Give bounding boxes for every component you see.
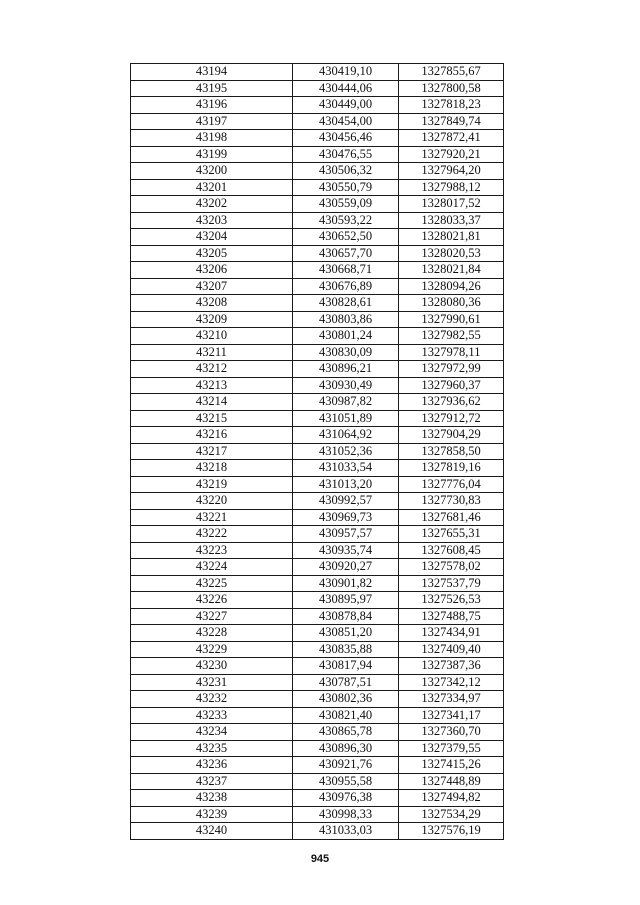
table-row: [131, 608, 504, 625]
table-row: [131, 460, 504, 477]
y-coordinate-cell: 1327904,29: [399, 427, 504, 444]
x-coordinate-cell: 430828,61: [293, 295, 399, 312]
x-coordinate-cell: 430921,76: [293, 757, 399, 774]
y-coordinate-cell: 1327849,74: [399, 113, 504, 130]
table-row: [131, 691, 504, 708]
y-coordinate-cell: 1327936,62: [399, 394, 504, 411]
table-row: [131, 113, 504, 130]
table-row: [131, 295, 504, 312]
x-coordinate-cell: 430803,86: [293, 311, 399, 328]
point-number-cell: 43235: [131, 740, 293, 757]
x-coordinate-cell: 430550,79: [293, 179, 399, 196]
x-coordinate-cell: 430449,00: [293, 97, 399, 114]
table-row: [131, 245, 504, 262]
y-coordinate-cell: 1327526,53: [399, 592, 504, 609]
point-number-cell: 43209: [131, 311, 293, 328]
x-coordinate-cell: 430969,73: [293, 509, 399, 526]
x-coordinate-cell: 430559,09: [293, 196, 399, 213]
y-coordinate-cell: 1327960,37: [399, 377, 504, 394]
point-number-cell: 43194: [131, 64, 293, 81]
x-coordinate-cell: 430830,09: [293, 344, 399, 361]
point-number-cell: 43239: [131, 806, 293, 823]
table-row: [131, 674, 504, 691]
table-row: [131, 658, 504, 675]
x-coordinate-cell: 430821,40: [293, 707, 399, 724]
y-coordinate-cell: 1327537,79: [399, 575, 504, 592]
x-coordinate-cell: 430801,24: [293, 328, 399, 345]
y-coordinate-cell: 1327488,75: [399, 608, 504, 625]
table-row: [131, 410, 504, 427]
y-coordinate-cell: 1327448,89: [399, 773, 504, 790]
y-coordinate-cell: 1328020,53: [399, 245, 504, 262]
table-row: [131, 542, 504, 559]
table-row: [131, 443, 504, 460]
page-number: 945: [310, 853, 330, 865]
x-coordinate-cell: 430895,97: [293, 592, 399, 609]
x-coordinate-cell: 431064,92: [293, 427, 399, 444]
coordinates-table-body: [131, 64, 504, 840]
y-coordinate-cell: 1327534,29: [399, 806, 504, 823]
x-coordinate-cell: 430802,36: [293, 691, 399, 708]
y-coordinate-cell: 1327855,67: [399, 64, 504, 81]
point-number-cell: 43230: [131, 658, 293, 675]
y-coordinate-cell: 1327990,61: [399, 311, 504, 328]
x-coordinate-cell: 430878,84: [293, 608, 399, 625]
point-number-cell: 43237: [131, 773, 293, 790]
point-number-cell: 43224: [131, 559, 293, 576]
point-number-cell: 43232: [131, 691, 293, 708]
y-coordinate-cell: 1327982,55: [399, 328, 504, 345]
point-number-cell: 43213: [131, 377, 293, 394]
point-number-cell: 43220: [131, 493, 293, 510]
table-row: [131, 212, 504, 229]
x-coordinate-cell: 430454,00: [293, 113, 399, 130]
table-row: [131, 823, 504, 840]
table-row: [131, 757, 504, 774]
y-coordinate-cell: 1327920,21: [399, 146, 504, 163]
point-number-cell: 43203: [131, 212, 293, 229]
y-coordinate-cell: 1328094,26: [399, 278, 504, 295]
y-coordinate-cell: 1327912,72: [399, 410, 504, 427]
table-row: [131, 575, 504, 592]
x-coordinate-cell: 431013,20: [293, 476, 399, 493]
x-coordinate-cell: 430998,33: [293, 806, 399, 823]
table-row: [131, 278, 504, 295]
table-row: [131, 625, 504, 642]
y-coordinate-cell: 1328021,84: [399, 262, 504, 279]
y-coordinate-cell: 1327578,02: [399, 559, 504, 576]
table-row: [131, 311, 504, 328]
point-number-cell: 43233: [131, 707, 293, 724]
y-coordinate-cell: 1328033,37: [399, 212, 504, 229]
table-row: [131, 179, 504, 196]
y-coordinate-cell: 1327800,58: [399, 80, 504, 97]
table-row: [131, 724, 504, 741]
x-coordinate-cell: 431052,36: [293, 443, 399, 460]
y-coordinate-cell: 1327379,55: [399, 740, 504, 757]
y-coordinate-cell: 1327776,04: [399, 476, 504, 493]
table-row: [131, 64, 504, 81]
table-row: [131, 262, 504, 279]
point-number-cell: 43196: [131, 97, 293, 114]
x-coordinate-cell: 430676,89: [293, 278, 399, 295]
point-number-cell: 43236: [131, 757, 293, 774]
x-coordinate-cell: 430896,30: [293, 740, 399, 757]
y-coordinate-cell: 1327681,46: [399, 509, 504, 526]
x-coordinate-cell: 430851,20: [293, 625, 399, 642]
point-number-cell: 43234: [131, 724, 293, 741]
x-coordinate-cell: 430920,27: [293, 559, 399, 576]
table-row: [131, 361, 504, 378]
x-coordinate-cell: 430817,94: [293, 658, 399, 675]
x-coordinate-cell: 430935,74: [293, 542, 399, 559]
point-number-cell: 43200: [131, 163, 293, 180]
table-row: [131, 806, 504, 823]
y-coordinate-cell: 1327608,45: [399, 542, 504, 559]
table-row: [131, 427, 504, 444]
table-row: [131, 163, 504, 180]
x-coordinate-cell: 430593,22: [293, 212, 399, 229]
table-row: [131, 773, 504, 790]
point-number-cell: 43210: [131, 328, 293, 345]
x-coordinate-cell: 430865,78: [293, 724, 399, 741]
table-row: [131, 509, 504, 526]
point-number-cell: 43202: [131, 196, 293, 213]
x-coordinate-cell: 431033,03: [293, 823, 399, 840]
point-number-cell: 43223: [131, 542, 293, 559]
x-coordinate-cell: 430787,51: [293, 674, 399, 691]
table-row: [131, 377, 504, 394]
point-number-cell: 43217: [131, 443, 293, 460]
x-coordinate-cell: 430930,49: [293, 377, 399, 394]
table-row: [131, 641, 504, 658]
table-row: [131, 146, 504, 163]
point-number-cell: 43205: [131, 245, 293, 262]
x-coordinate-cell: 430456,46: [293, 130, 399, 147]
y-coordinate-cell: 1327334,97: [399, 691, 504, 708]
point-number-cell: 43238: [131, 790, 293, 807]
x-coordinate-cell: 430955,58: [293, 773, 399, 790]
table-row: [131, 130, 504, 147]
y-coordinate-cell: 1327387,36: [399, 658, 504, 675]
point-number-cell: 43195: [131, 80, 293, 97]
table-row: [131, 790, 504, 807]
y-coordinate-cell: 1327360,70: [399, 724, 504, 741]
table-row: [131, 229, 504, 246]
y-coordinate-cell: 1327988,12: [399, 179, 504, 196]
point-number-cell: 43218: [131, 460, 293, 477]
x-coordinate-cell: 430835,88: [293, 641, 399, 658]
y-coordinate-cell: 1327494,82: [399, 790, 504, 807]
point-number-cell: 43225: [131, 575, 293, 592]
point-number-cell: 43240: [131, 823, 293, 840]
x-coordinate-cell: 430657,70: [293, 245, 399, 262]
y-coordinate-cell: 1327858,50: [399, 443, 504, 460]
x-coordinate-cell: 430444,06: [293, 80, 399, 97]
point-number-cell: 43199: [131, 146, 293, 163]
point-number-cell: 43198: [131, 130, 293, 147]
table-row: [131, 196, 504, 213]
point-number-cell: 43206: [131, 262, 293, 279]
point-number-cell: 43204: [131, 229, 293, 246]
point-number-cell: 43227: [131, 608, 293, 625]
y-coordinate-cell: 1327342,12: [399, 674, 504, 691]
y-coordinate-cell: 1327872,41: [399, 130, 504, 147]
y-coordinate-cell: 1327415,26: [399, 757, 504, 774]
y-coordinate-cell: 1327730,83: [399, 493, 504, 510]
y-coordinate-cell: 1327978,11: [399, 344, 504, 361]
point-number-cell: 43215: [131, 410, 293, 427]
x-coordinate-cell: 430506,32: [293, 163, 399, 180]
point-number-cell: 43211: [131, 344, 293, 361]
point-number-cell: 43228: [131, 625, 293, 642]
point-number-cell: 43219: [131, 476, 293, 493]
x-coordinate-cell: 430896,21: [293, 361, 399, 378]
table-row: [131, 394, 504, 411]
y-coordinate-cell: 1327576,19: [399, 823, 504, 840]
x-coordinate-cell: 431051,89: [293, 410, 399, 427]
x-coordinate-cell: 430987,82: [293, 394, 399, 411]
point-number-cell: 43216: [131, 427, 293, 444]
point-number-cell: 43221: [131, 509, 293, 526]
point-number-cell: 43231: [131, 674, 293, 691]
table-row: [131, 526, 504, 543]
x-coordinate-cell: 430668,71: [293, 262, 399, 279]
y-coordinate-cell: 1327409,40: [399, 641, 504, 658]
point-number-cell: 43208: [131, 295, 293, 312]
x-coordinate-cell: 430901,82: [293, 575, 399, 592]
y-coordinate-cell: 1327655,31: [399, 526, 504, 543]
x-coordinate-cell: 430992,57: [293, 493, 399, 510]
table-row: [131, 476, 504, 493]
x-coordinate-cell: 430652,50: [293, 229, 399, 246]
point-number-cell: 43226: [131, 592, 293, 609]
point-number-cell: 43229: [131, 641, 293, 658]
point-number-cell: 43222: [131, 526, 293, 543]
point-number-cell: 43201: [131, 179, 293, 196]
y-coordinate-cell: 1327434,91: [399, 625, 504, 642]
y-coordinate-cell: 1327819,16: [399, 460, 504, 477]
x-coordinate-cell: 431033,54: [293, 460, 399, 477]
y-coordinate-cell: 1328080,36: [399, 295, 504, 312]
table-row: [131, 344, 504, 361]
table-row: [131, 707, 504, 724]
x-coordinate-cell: 430476,55: [293, 146, 399, 163]
x-coordinate-cell: 430976,38: [293, 790, 399, 807]
y-coordinate-cell: 1327341,17: [399, 707, 504, 724]
y-coordinate-cell: 1327818,23: [399, 97, 504, 114]
point-number-cell: 43207: [131, 278, 293, 295]
table-row: [131, 740, 504, 757]
coordinates-table: [130, 63, 504, 840]
table-row: [131, 80, 504, 97]
y-coordinate-cell: 1327972,99: [399, 361, 504, 378]
point-number-cell: 43197: [131, 113, 293, 130]
y-coordinate-cell: 1328017,52: [399, 196, 504, 213]
table-row: [131, 592, 504, 609]
point-number-cell: 43212: [131, 361, 293, 378]
table-row: [131, 328, 504, 345]
y-coordinate-cell: 1327964,20: [399, 163, 504, 180]
x-coordinate-cell: 430419,10: [293, 64, 399, 81]
table-row: [131, 97, 504, 114]
point-number-cell: 43214: [131, 394, 293, 411]
x-coordinate-cell: 430957,57: [293, 526, 399, 543]
table-row: [131, 493, 504, 510]
y-coordinate-cell: 1328021,81: [399, 229, 504, 246]
table-row: [131, 559, 504, 576]
